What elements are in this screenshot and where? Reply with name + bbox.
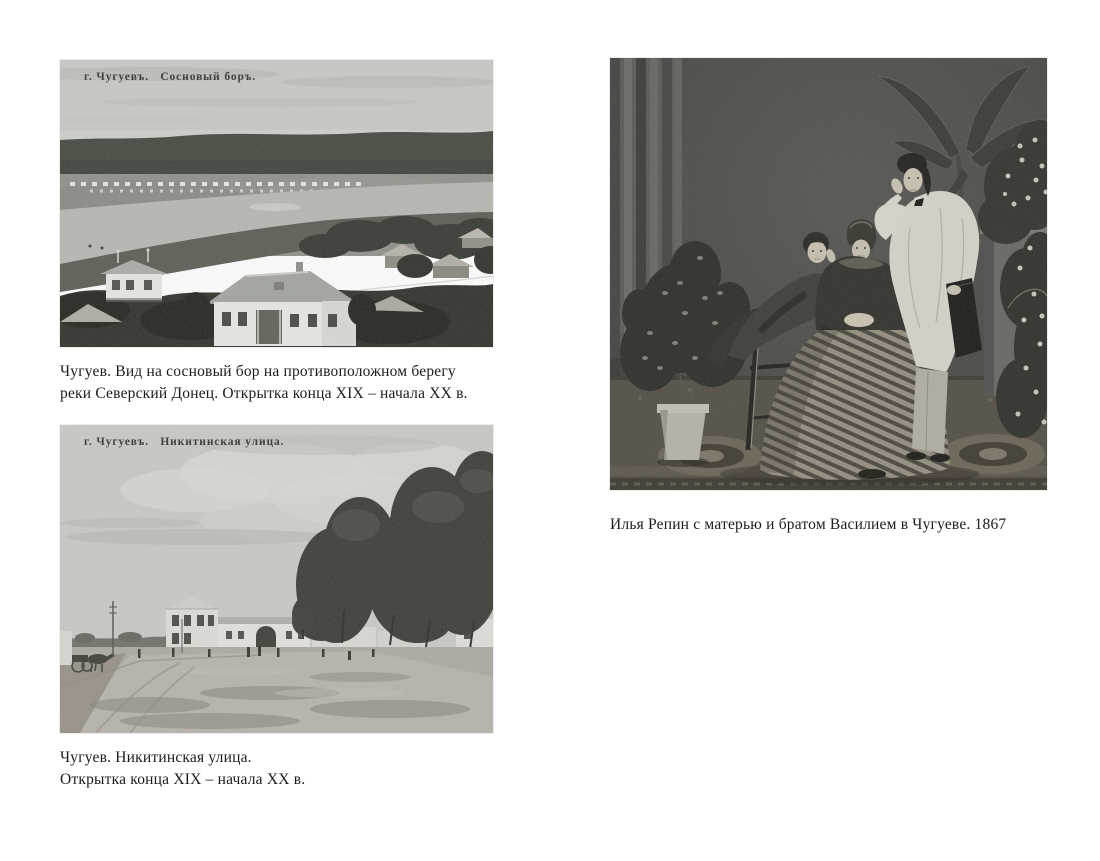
photo-pine-forest-postcard	[60, 60, 493, 347]
caption-line: Чугуев. Вид на сосновый бор на противоположном берегу	[60, 363, 456, 380]
caption-pine-forest	[60, 361, 493, 405]
caption-line: Чугуев. Никитинская улица.	[60, 749, 252, 766]
figure-nikitinskaya-street	[60, 425, 493, 791]
caption-street	[60, 747, 493, 791]
postcard-printed-title: г. Чугуевъ. Никитинская улица.	[84, 436, 285, 448]
pine-forest-artwork	[60, 60, 493, 347]
caption-line: Илья Репин с матерью и братом Василием в Чугуеве. 1867	[610, 516, 1007, 533]
figure-pine-forest	[60, 60, 493, 405]
photo-grain	[60, 60, 493, 347]
street-artwork	[60, 425, 493, 733]
photo-grain	[610, 58, 1047, 490]
photo-family-portrait	[610, 58, 1047, 490]
postcard-printed-title: г. Чугуевъ. Сосновый боръ.	[84, 71, 257, 83]
photo-grain	[60, 425, 493, 733]
photo-street-postcard	[60, 425, 493, 733]
family-portrait-artwork	[610, 58, 1047, 490]
caption-line: Открытка конца XIX – начала XX в.	[60, 771, 306, 788]
caption-line: реки Северский Донец. Открытка конца XIX – начала XX в.	[60, 385, 468, 402]
figure-repin-family-portrait	[610, 58, 1047, 536]
caption-family-portrait	[610, 514, 1047, 536]
